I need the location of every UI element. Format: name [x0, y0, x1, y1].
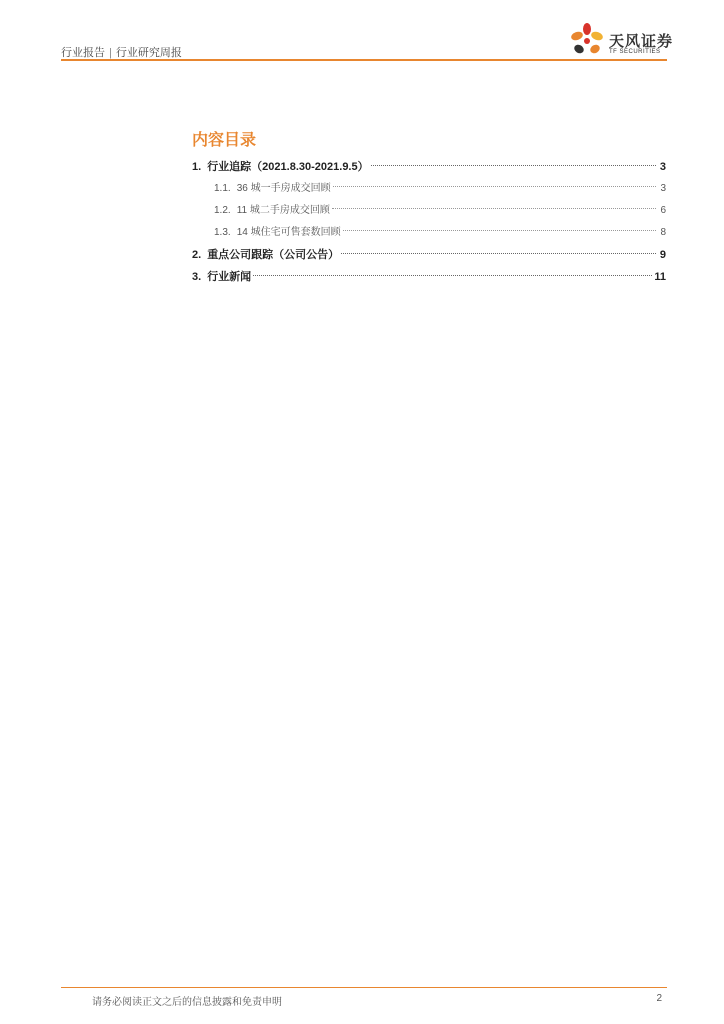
- toc-dot-leader: [333, 186, 656, 187]
- toc-entry-number: 1.1.: [214, 183, 231, 194]
- toc-dot-leader: [341, 253, 656, 254]
- toc-entry-title: 行业追踪（2021.8.30-2021.9.5）: [207, 161, 369, 173]
- toc-entry[interactable]: [192, 156, 666, 178]
- toc-entry-page: 9: [659, 249, 666, 261]
- toc-entry-title: 11 城二手房成交回顾: [236, 205, 330, 216]
- report-type: 行业报告: [61, 47, 105, 59]
- toc-entry-page: 3: [659, 161, 666, 173]
- footer-divider: [61, 987, 667, 988]
- report-category: [61, 44, 182, 60]
- toc-entry-page: 3: [660, 183, 666, 194]
- toc-dot-leader: [332, 208, 656, 209]
- toc-dot-leader: [253, 275, 652, 276]
- toc-entry[interactable]: [192, 222, 666, 244]
- toc-entry-page: 6: [660, 205, 666, 216]
- toc-entry[interactable]: [192, 244, 666, 266]
- logo-name-en: TF SECURITIES: [609, 49, 661, 55]
- toc-entry-title: 行业新闻: [207, 271, 252, 283]
- logo-name-cn: 天风证券: [609, 33, 674, 50]
- company-logo: [569, 22, 674, 60]
- toc-entry[interactable]: [192, 178, 666, 200]
- toc-entry-number: 1.3.: [214, 227, 231, 238]
- toc-entry-number: 3.: [192, 271, 202, 283]
- toc-entry-number: 2.: [192, 249, 202, 261]
- header-separator: |: [109, 47, 112, 59]
- toc-entry-number: 1.2.: [214, 205, 231, 216]
- header-divider: [61, 59, 667, 61]
- toc-entry[interactable]: [192, 200, 666, 222]
- toc-dot-leader: [343, 230, 656, 231]
- toc-entry[interactable]: [192, 266, 666, 288]
- toc-title: 内容目录: [192, 132, 257, 149]
- footer-disclaimer: 请务必阅读正文之后的信息披露和免责申明: [92, 997, 282, 1008]
- toc-entry-page: 8: [660, 227, 666, 238]
- page-number: 2: [656, 993, 662, 1004]
- table-of-contents: [192, 156, 666, 288]
- report-subtype: 行业研究周报: [115, 47, 182, 59]
- logo-flower-icon: [569, 22, 605, 60]
- toc-dot-leader: [371, 165, 656, 166]
- toc-entry-title: 14 城住宅可售套数回顾: [236, 227, 341, 238]
- toc-entry-title: 36 城一手房成交回顾: [236, 183, 331, 194]
- toc-entry-page: 11: [654, 271, 666, 283]
- toc-entry-number: 1.: [192, 161, 202, 173]
- toc-entry-title: 重点公司跟踪（公司公告）: [207, 249, 340, 261]
